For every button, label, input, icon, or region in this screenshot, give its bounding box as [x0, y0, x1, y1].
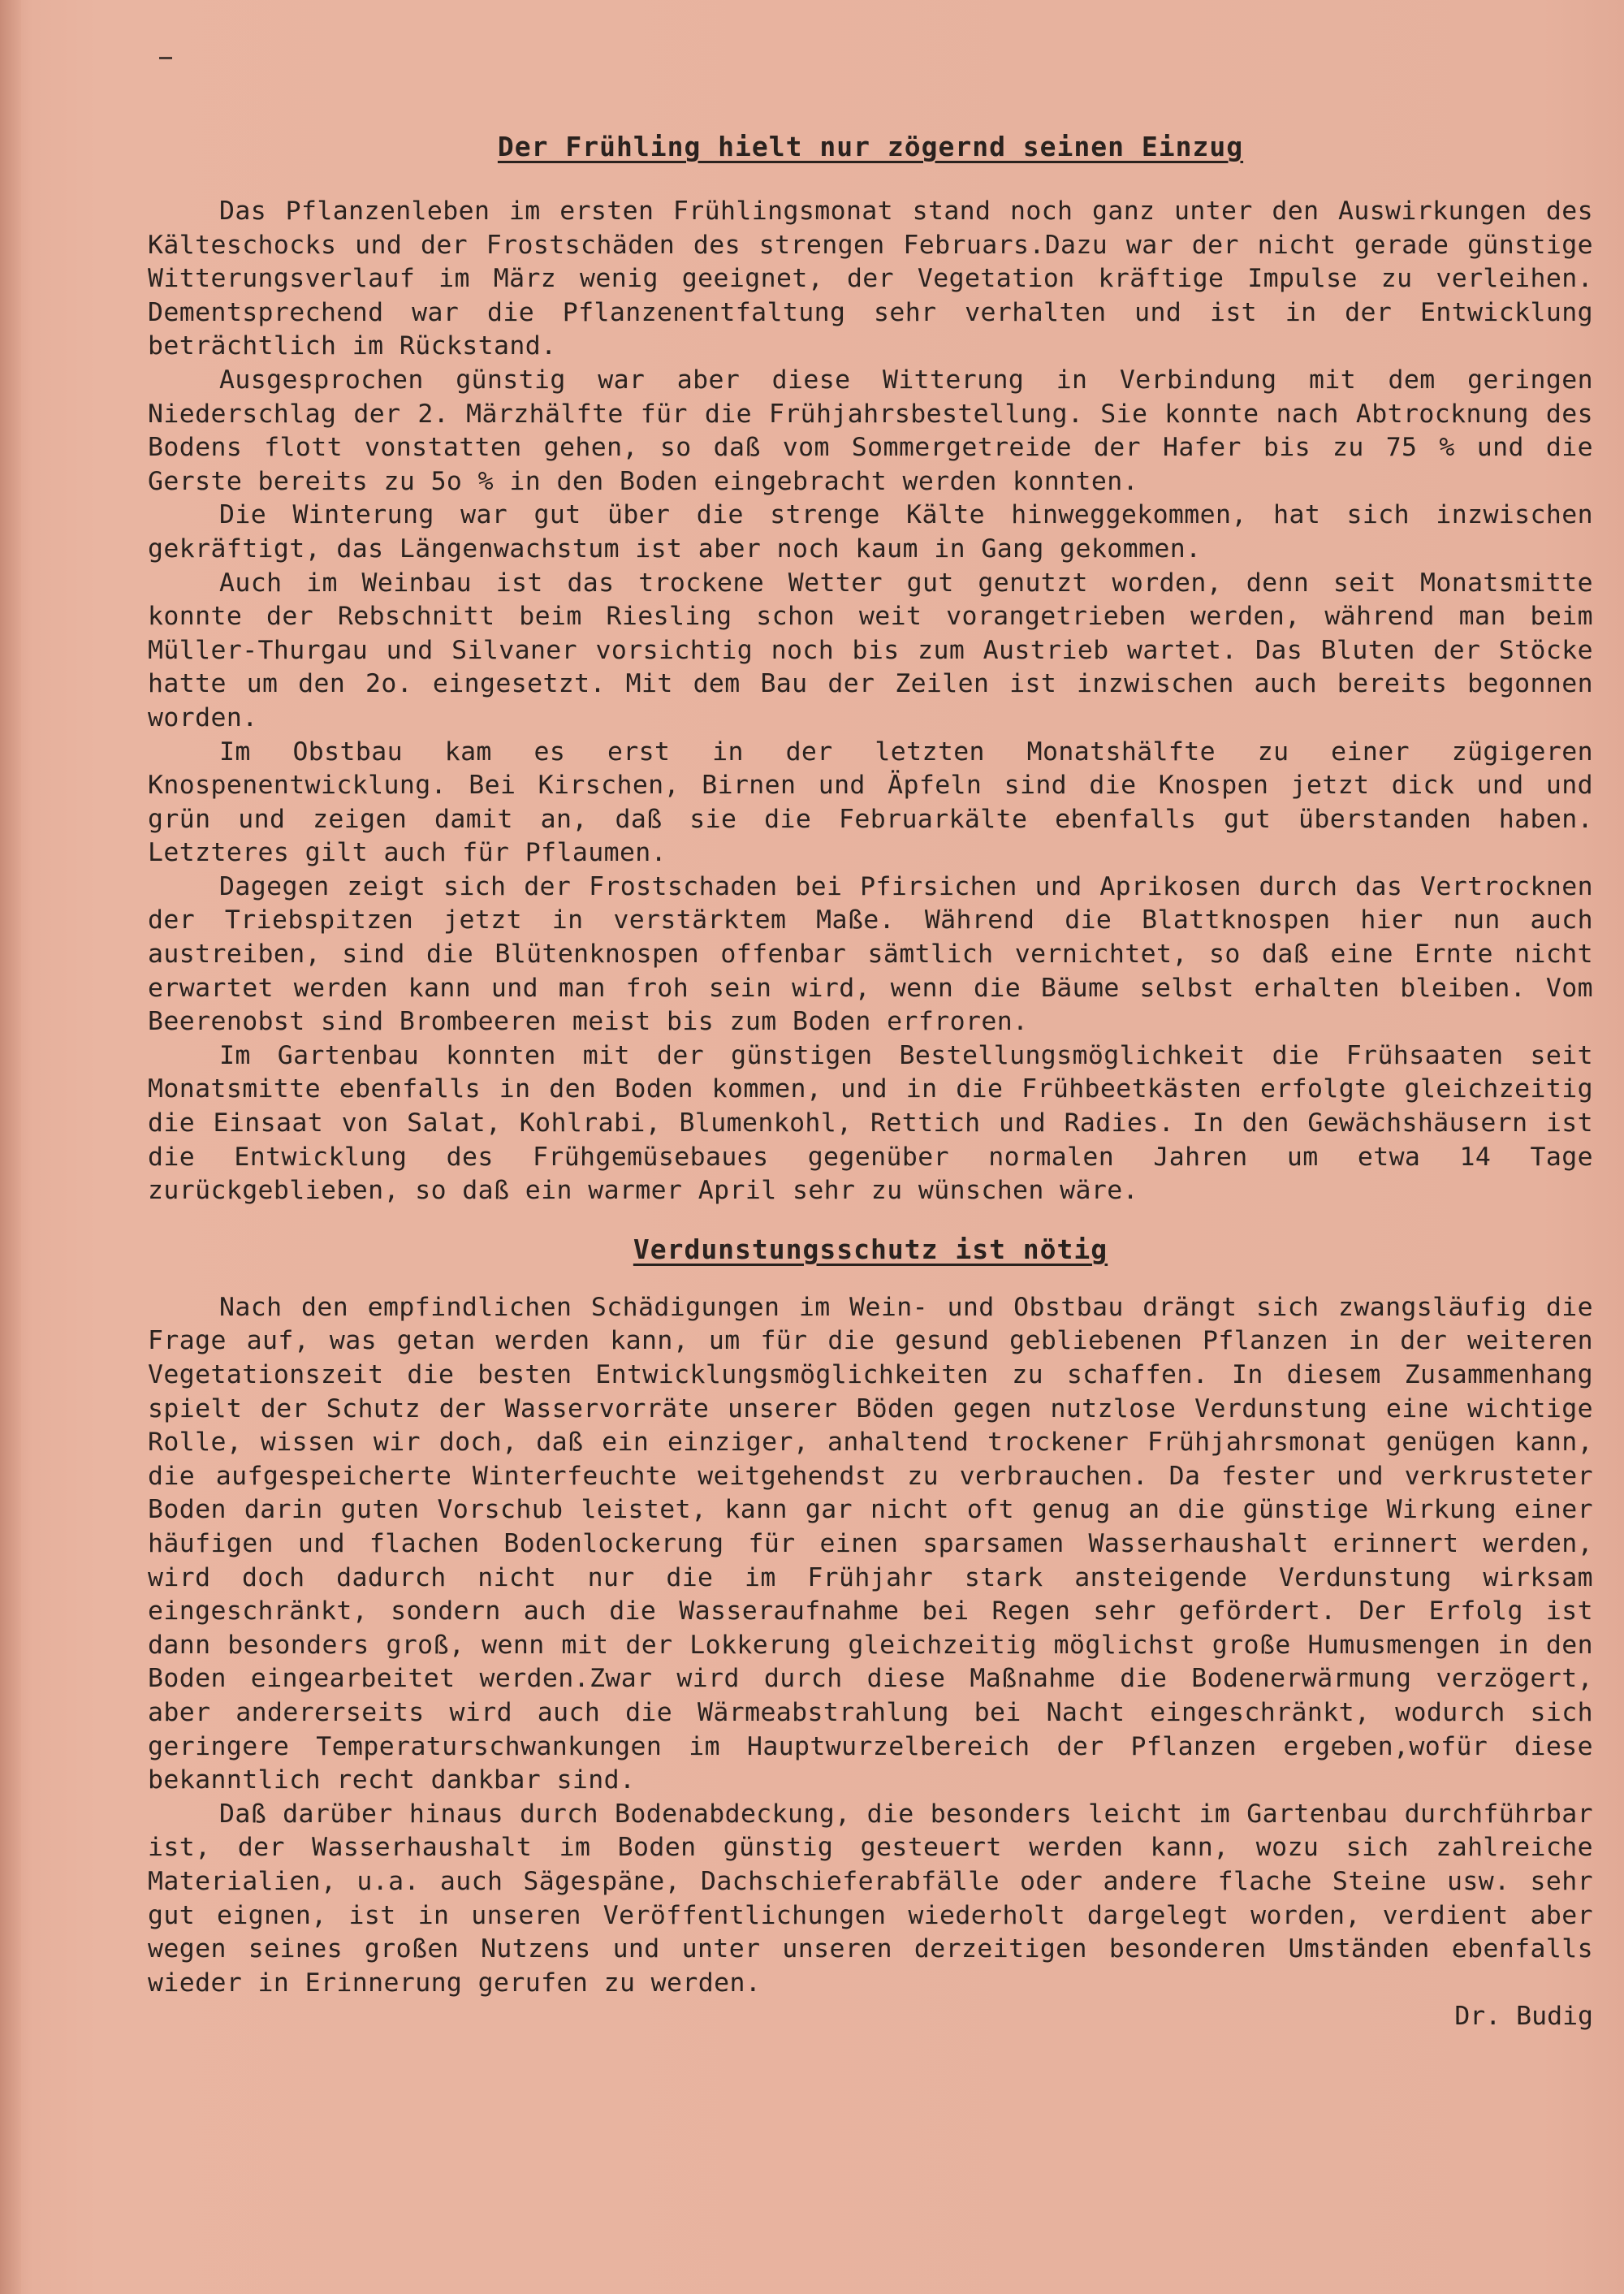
- section-title-fruehling: Der Frühling hielt nur zögernd seinen Einzug: [497, 131, 1244, 162]
- paragraph: Dagegen zeigt sich der Frostschaden bei Pfirsichen und Aprikosen durch das Vertrocknen der Triebspitzen jetzt in verstärktem Maße. Während die Blattknospen hier nun auch austreiben, sind die Blütenknospen offenbar sämtlich vernichtet, so daß eine Ernte nicht erwartet werden kann und man froh sein wird, wenn die Bäume selbst erhalten bleiben. Vom Beerenobst sind Brombeeren meist bis zum Boden erfroren.: [148, 871, 1593, 1037]
- paragraph: Im Gartenbau konnten mit der günstigen Bestellungsmöglichkeit die Frühsaaten seit Monatsmitte ebenfalls in den Boden kommen, und in die Frühbeetkästen erfolgte gleichzeitig die Einsaat von Salat, Kohlrabi, Blumenkohl, Rettich und Radies. In den Gewächshäusern ist die Entwicklung des Frühgemüsebaues gegenüber normalen Jahren um etwa 14 Tage zurückgeblieben, so daß ein warmer April sehr zu wünschen wäre.: [148, 1040, 1593, 1206]
- paragraph: Das Pflanzenleben im ersten Frühlingsmonat stand noch ganz unter den Auswirkungen des Kälteschocks und der Frostschäden des strengen Februars.Dazu war der nicht gerade günstige Witterungsverlauf im März wenig geeignet, der Vegetation kräftige Impulse zu verleihen. Dementsprechend war die Pflanzenentfaltung sehr verhalten und ist in der Entwicklung beträchtlich im Rückstand.: [148, 197, 1593, 361]
- document-body: [148, 130, 1593, 2034]
- paragraph: Im Obstbau kam es erst in der letzten Monatshälfte zu einer zügigeren Knospenentwicklung. Bei Kirschen, Birnen und Äpfeln sind die Knospen jetzt dick und und grün und zeigen damit an, daß sie die Februarkälte ebenfalls gut überstanden haben. Letzteres gilt auch für Pflaumen.: [148, 737, 1593, 868]
- paragraph: Die Winterung war gut über die strenge Kälte hinweggekommen, hat sich inzwischen gekräftigt, das Längenwachstum ist aber noch kaum in Gang gekommen.: [148, 500, 1593, 564]
- paragraph: Ausgesprochen günstig war aber diese Witterung in Verbindung mit dem geringen Niederschlag der 2. Märzhälfte für die Frühjahrsbestellung. Sie konnte nach Abtrocknung des Bodens flott vonstatten gehen, so daß vom Sommergetreide der Hafer bis zu 75 % und die Gerste bereits zu 5o % in den Boden eingebracht werden konnten.: [148, 365, 1593, 496]
- section-title-verdunstungsschutz: Verdunstungsschutz ist nötig: [633, 1233, 1108, 1265]
- paragraph: Nach den empfindlichen Schädigungen im Wein- und Obstbau drängt sich zwangsläufig die Frage auf, was getan werden kann, um für die gesund gebliebenen Pflanzen in der weiteren Vegetationszeit die besten Entwicklungsmöglichkeiten zu schaffen. In diesem Zusammenhang spielt der Schutz der Wasservorräte unserer Böden gegen nutzlose Verdunstung eine wichtige Rolle, wissen wir doch, daß ein einziger, anhaltend trockener Frühjahrsmonat genügen kann, die aufgespeicherte Winterfeuchte weitgehendst zu verbrauchen. Da fester und verkrusteter Boden darin guten Vorschub leistet, kann gar nicht oft genug an die günstige Wirkung einer häufigen und flachen Bodenlockerung für einen sparsamen Wasserhaushalt erinnert werden, wird doch dadurch nicht nur die im Frühjahr stark ansteigende Verdunstung wirksam eingeschränkt, sondern auch die Wasseraufnahme bei Regen sehr gefördert. Der Erfolg ist dann besonders groß, wenn mit der Lokkerung gleichzeitig möglichst große Humusmengen in den Boden eingearbeitet werden.Zwar wird durch diese Maßnahme die Bodenerwärmung verzögert, aber andererseits wird auch die Wärmeabstrahlung bei Nacht eingeschränkt, wodurch sich geringere Temperaturschwankungen im Hauptwurzelbereich der Pflanzen ergeben,wofür diese bekanntlich recht dankbar sind.: [148, 1292, 1593, 1795]
- paragraph: Daß darüber hinaus durch Bodenabdeckung, die besonders leicht im Gartenbau durchführbar ist, der Wasserhaushalt im Boden günstig gesteuert werden kann, wozu sich zahlreiche Materialien, u.a. auch Sägespäne, Dachschieferabfälle oder andere flache Steine usw. sehr gut eignen, ist in unseren Veröffentlichungen wiederholt dargelegt worden, verdient aber wegen seines großen Nutzens und unter unseren derzeitigen besonderen Umständen ebenfalls wieder in Erinnerung gerufen zu werden.: [148, 1799, 1593, 1998]
- paragraph: Auch im Weinbau ist das trockene Wetter gut genutzt worden, denn seit Monatsmitte konnte der Rebschnitt beim Riesling schon weit vorangetrieben werden, während man beim Müller-Thurgau und Silvaner vorsichtig noch bis zum Austrieb wartet. Das Bluten der Stöcke hatte um den 2o. eingesetzt. Mit dem Bau der Zeilen ist inzwischen auch bereits begonnen worden.: [148, 568, 1593, 732]
- page-mark-dash: [159, 57, 172, 59]
- author-signature: Dr. Budig: [1454, 2002, 1593, 2032]
- page-binding-edge: [0, 0, 21, 2294]
